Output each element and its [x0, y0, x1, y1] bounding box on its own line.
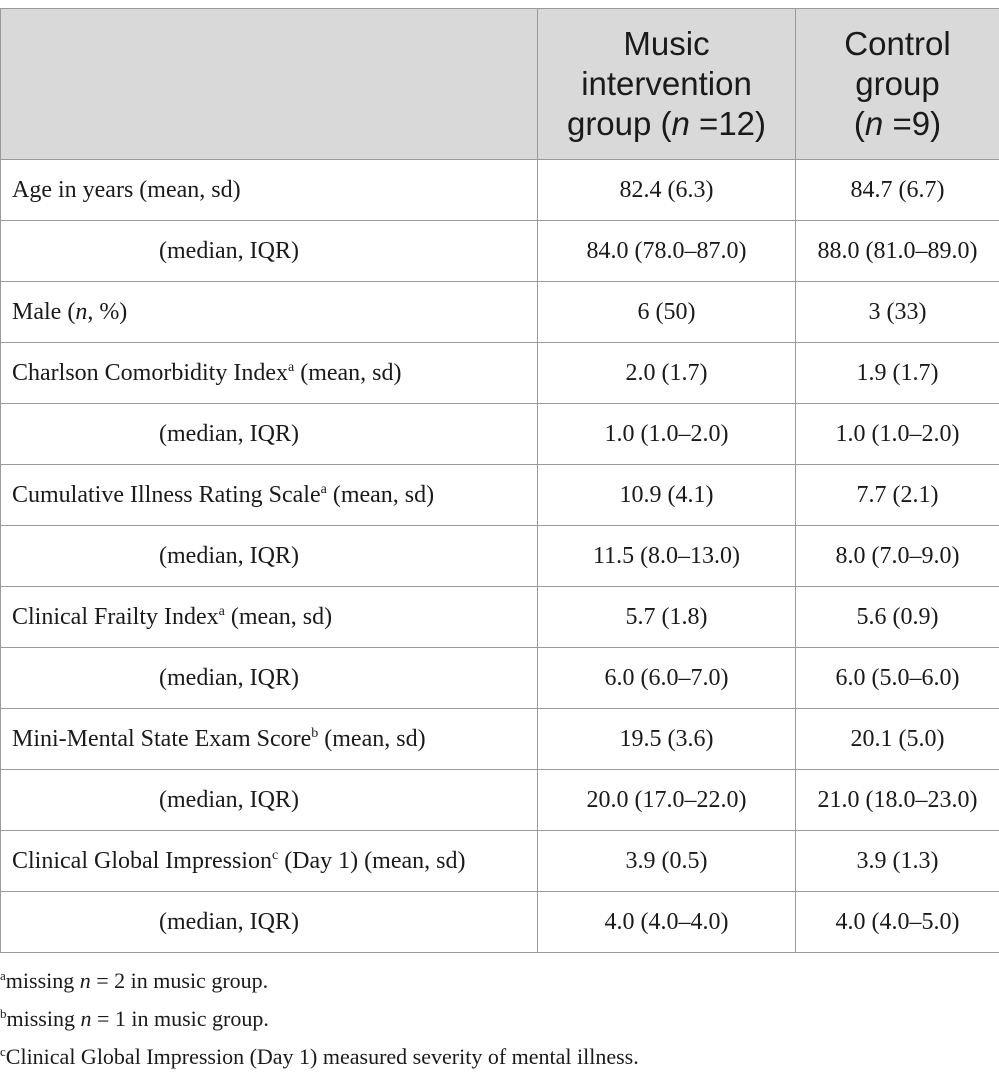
- row-label-mmse-median: (median, IQR): [1, 770, 538, 831]
- row-label-age-median: (median, IQR): [1, 221, 538, 282]
- control-value: 6.0 (5.0–6.0): [796, 648, 999, 709]
- control-value: 1.0 (1.0–2.0): [796, 404, 999, 465]
- row-label-mmse-mean: Mini-Mental State Exam Score$^b$ (mean, sd): [1, 709, 538, 770]
- table-row: [1, 587, 999, 648]
- table-row: [1, 404, 999, 465]
- row-label-cirs-mean: Cumulative Illness Rating Scale$^a$ (mean, sd): [1, 465, 538, 526]
- table-row: [1, 526, 999, 587]
- music-value: 10.9 (4.1): [538, 465, 796, 526]
- control-value: 1.9 (1.7): [796, 343, 999, 404]
- control-value: 8.0 (7.0–9.0): [796, 526, 999, 587]
- table-row: [1, 221, 999, 282]
- music-value: 20.0 (17.0–22.0): [538, 770, 796, 831]
- control-value: 20.1 (5.0): [796, 709, 999, 770]
- control-value: 3.9 (1.3): [796, 831, 999, 892]
- music-value: 84.0 (78.0–87.0): [538, 221, 796, 282]
- baseline-characteristics-table: [0, 8, 999, 953]
- header-blank-cell: [1, 9, 538, 160]
- table-row: [1, 648, 999, 709]
- control-value: 4.0 (4.0–5.0): [796, 892, 999, 953]
- table-row: [1, 282, 999, 343]
- table-header-row: [1, 9, 999, 160]
- row-label-frailty-median: (median, IQR): [1, 648, 538, 709]
- control-value: 21.0 (18.0–23.0): [796, 770, 999, 831]
- music-value: 11.5 (8.0–13.0): [538, 526, 796, 587]
- row-label-frailty-mean: Clinical Frailty Index$^a$ (mean, sd): [1, 587, 538, 648]
- music-value: 2.0 (1.7): [538, 343, 796, 404]
- footnote-a: $^a$missing n = 2 in music group.: [0, 968, 269, 993]
- header-music-group: Music intervention group (n =12): [538, 9, 796, 160]
- row-label-cgi-median: (median, IQR): [1, 892, 538, 953]
- footnote-b: $^b$missing n = 1 in music group.: [0, 1006, 269, 1031]
- row-label-male: Male (n, %): [1, 282, 538, 343]
- control-value: 84.7 (6.7): [796, 160, 999, 221]
- music-value: 3.9 (0.5): [538, 831, 796, 892]
- control-value: 7.7 (2.1): [796, 465, 999, 526]
- footnote-c: $^c$Clinical Global Impression (Day 1) measured severity of mental illness.: [0, 1044, 639, 1069]
- row-label-charlson-mean: Charlson Comorbidity Index$^a$ (mean, sd): [1, 343, 538, 404]
- row-label-cirs-median: (median, IQR): [1, 526, 538, 587]
- table-row: [1, 892, 999, 953]
- music-value: 82.4 (6.3): [538, 160, 796, 221]
- table-row: [1, 709, 999, 770]
- row-label-charlson-median: (median, IQR): [1, 404, 538, 465]
- table-row: [1, 770, 999, 831]
- control-value: 5.6 (0.9): [796, 587, 999, 648]
- table-row: [1, 465, 999, 526]
- music-value: 6 (50): [538, 282, 796, 343]
- row-label-cgi-mean: Clinical Global Impression$^c$ (Day 1) (mean, sd): [1, 831, 538, 892]
- music-value: 4.0 (4.0–4.0): [538, 892, 796, 953]
- table-row: [1, 343, 999, 404]
- music-value: 6.0 (6.0–7.0): [538, 648, 796, 709]
- music-value: 19.5 (3.6): [538, 709, 796, 770]
- music-value: 5.7 (1.8): [538, 587, 796, 648]
- table-row: [1, 160, 999, 221]
- table-row: [1, 831, 999, 892]
- control-value: 3 (33): [796, 282, 999, 343]
- music-value: 1.0 (1.0–2.0): [538, 404, 796, 465]
- control-value: 88.0 (81.0–89.0): [796, 221, 999, 282]
- header-control-group: Control group (n =9): [796, 9, 999, 160]
- row-label-age-mean: Age in years (mean, sd): [1, 160, 538, 221]
- baseline-characteristics-table-container: [0, 8, 999, 953]
